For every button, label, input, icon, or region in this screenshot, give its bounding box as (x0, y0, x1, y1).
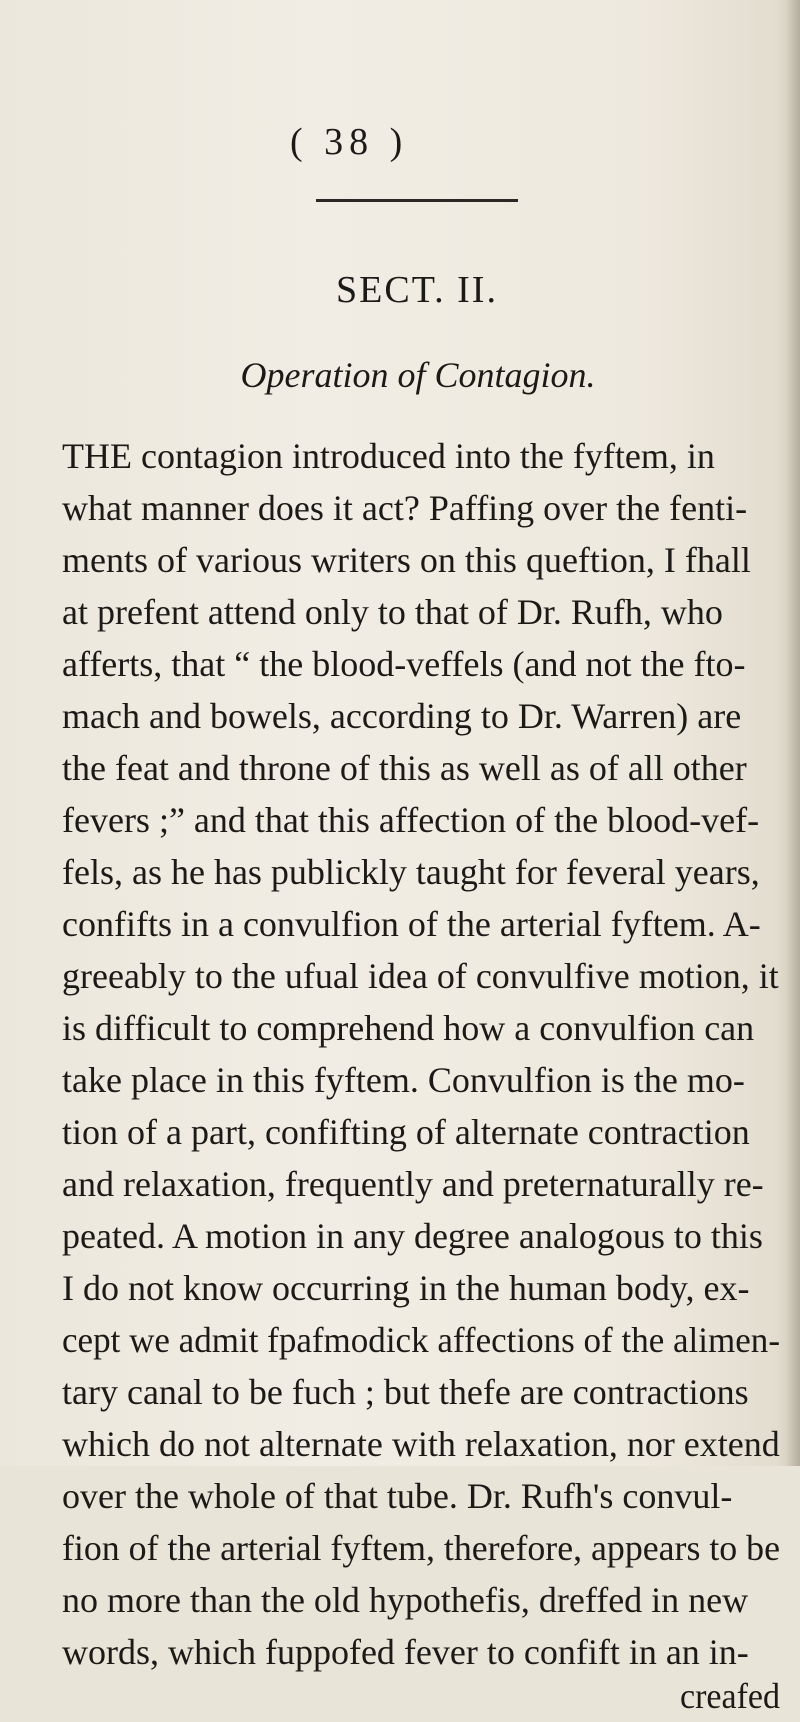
text-line: confifts in a convulfion of the arterial fyftem. A- (62, 904, 761, 944)
page-number: ( 38 ) (290, 121, 409, 163)
text-line: THE contagion introduced into the fyftem, in (62, 436, 715, 476)
text-line: what manner does it act? Paffing over the fenti- (62, 488, 748, 528)
catchword: creafed (680, 1676, 781, 1716)
text-line: which do not alternate with relaxation, nor extend (62, 1424, 780, 1464)
text-line: take place in this fyftem. Convulfion is the mo- (62, 1060, 745, 1100)
text-line: tion of a part, confifting of alternate contraction (62, 1112, 750, 1152)
text-line: no more than the old hypothefis, dreffed in new (62, 1580, 749, 1620)
text-line: ments of various writers on this queftion, I fhall (62, 540, 751, 580)
section-subtitle: Operation of Contagion. (240, 355, 596, 395)
text-line: over the whole of that tube. Dr. Rufh's convul- (62, 1476, 733, 1516)
text-line: mach and bowels, according to Dr. Warren) are (62, 696, 742, 736)
text-line: tary canal to be fuch ; but thefe are contractions (62, 1372, 749, 1412)
text-line: I do not know occurring in the human body, ex- (62, 1268, 750, 1308)
text-line: greeably to the ufual idea of convulfive motion, it (62, 956, 779, 996)
text-line: the feat and throne of this as well as of all other (62, 748, 747, 788)
text-line: is difficult to comprehend how a convulfion can (62, 1008, 755, 1048)
text-line: peated. A motion in any degree analogous to this (62, 1216, 763, 1256)
text-line: afferts, that “ the blood-veffels (and not the fto- (62, 644, 746, 684)
section-heading: SECT. II. (336, 269, 498, 311)
text-line: cept we admit fpafmodick affections of the alimen- (62, 1320, 780, 1360)
text-line: words, which fuppofed fever to confift in an in- (62, 1632, 749, 1672)
text-line: fion of the arterial fyftem, therefore, appears to be (62, 1528, 780, 1568)
text-line: at prefent attend only to that of Dr. Rufh, who (62, 592, 723, 632)
text-line: and relaxation, frequently and preternaturally re- (62, 1164, 764, 1204)
header-rule (316, 199, 518, 202)
text-line: fels, as he has publickly taught for feveral years, (62, 852, 760, 892)
text-line: fevers ;” and that this affection of the blood-vef- (62, 800, 760, 840)
page-edge-shadow (786, 0, 800, 1466)
